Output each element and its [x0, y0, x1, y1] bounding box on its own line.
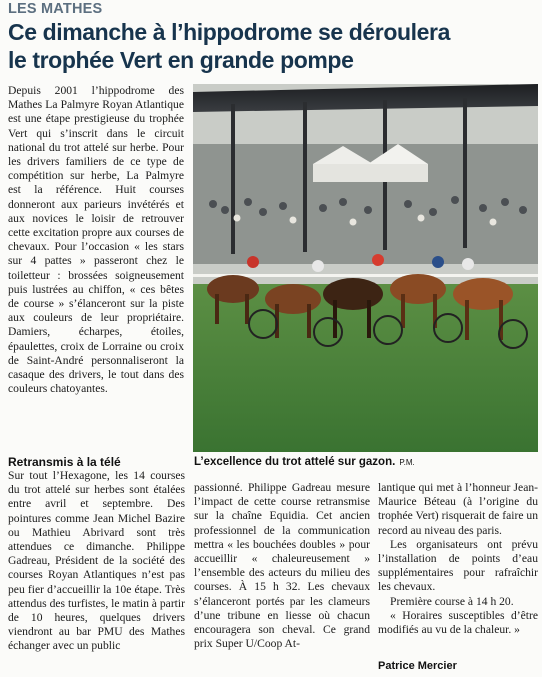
body-column-2 — [194, 481, 370, 675]
pillar — [303, 102, 307, 252]
lead-column — [8, 84, 184, 449]
headline-line-1: Ce dimanche à l’hippodrome se déroulera — [8, 19, 450, 45]
pillar — [463, 98, 467, 248]
column-3-paragraph-3: Première course à 14 h 20. — [390, 594, 514, 608]
headline-line-2: le trophée Vert en grande pompe — [8, 47, 354, 73]
body-column-3 — [378, 481, 538, 661]
photo-credit: P.M. — [399, 458, 415, 467]
column-3-paragraph-1: lantique qui met à l’honneur Jean-Maurice Béteau (à l’origine du trophée Vert) risquerait de faire un record au niveau des paris. — [378, 481, 538, 537]
column-1-paragraph: Sur tout l’Hexagone, les 14 courses du trot attelé sur herbes sont étalées entre avril et septembre. Des pointures comme Jean Michel Bazire ou Mathieu Abrivard sont très attendues ce dimanche. Philippe Gadreau, Président de la société des courses Royan Atlantiques n’est pas peu fier d’accueillir la 10e étape. Très attendus des turfistes, le matin à partir de 10 heures, quelques drivers viendront au bar PMU des Mathes échanger avec un public — [8, 469, 185, 653]
photo-caption — [194, 456, 415, 468]
author-byline: Patrice Mercier — [378, 660, 457, 672]
subhead: Retransmis à la télé — [8, 455, 121, 469]
column-3-paragraph-4: « Horaires susceptibles d’être modifiés au vu de la chaleur. » — [378, 608, 538, 637]
headline — [8, 18, 538, 74]
body-column-1 — [8, 469, 185, 675]
column-2-paragraph: passionné. Philippe Gadreau mesure l’impact de cette course retransmise sur la chaîne Equidia. Cet ancien professionnel de la communication mettra « les bouchées doubles » pour accueillir « chaleureusement » l’ensemble des acteurs du milieu des courses. À 15 h 32. Les chevaux s’élanceront portés par les clameurs d’une tribune en liesse où chacun encouragera son cheval. Ce grand prix Super U/Coop At- — [194, 481, 370, 651]
race-photo-illustration — [193, 84, 538, 452]
caption-text: L’excellence du trot attelé sur gazon. — [194, 456, 396, 468]
race-photo — [193, 84, 538, 452]
column-3-paragraph-2: Les organisateurs ont prévu l’installation de points d’eau supplémentaires pour rafraîchir les chevaux. — [378, 537, 538, 594]
pillar — [231, 104, 235, 254]
section-rubric: LES MATHES — [8, 1, 103, 17]
lead-paragraph: Depuis 2001 l’hippodrome des Mathes La Palmyre Royan Atlantique est une étape prestigieuse du trophée Vert qui s’inscrit dans le circuit national du trot attelé sur herbe. Pour les drivers familiers de ce type de compétition sur herbe, La Palmyre est la référence. Huit courses donneront aux parieurs invétérés et aux novices le loisir de retrouver cette excitation propre aux courses de chevaux. Pour l’occasion « les stars sur 4 pattes » passeront chez le toiletteur : brossées soigneusement puis lustrées au chiffon, « ces bêtes de course » s’élanceront sur la piste aux couleurs de leur propriétaire. Damiers, écharpes, étoiles, épaulettes, croix de Lorraine ou croix de Saint-André personnaliseront la casaque des drivers, le tout dans des couleurs chatoyantes. — [8, 84, 184, 396]
tent-base — [313, 164, 428, 182]
